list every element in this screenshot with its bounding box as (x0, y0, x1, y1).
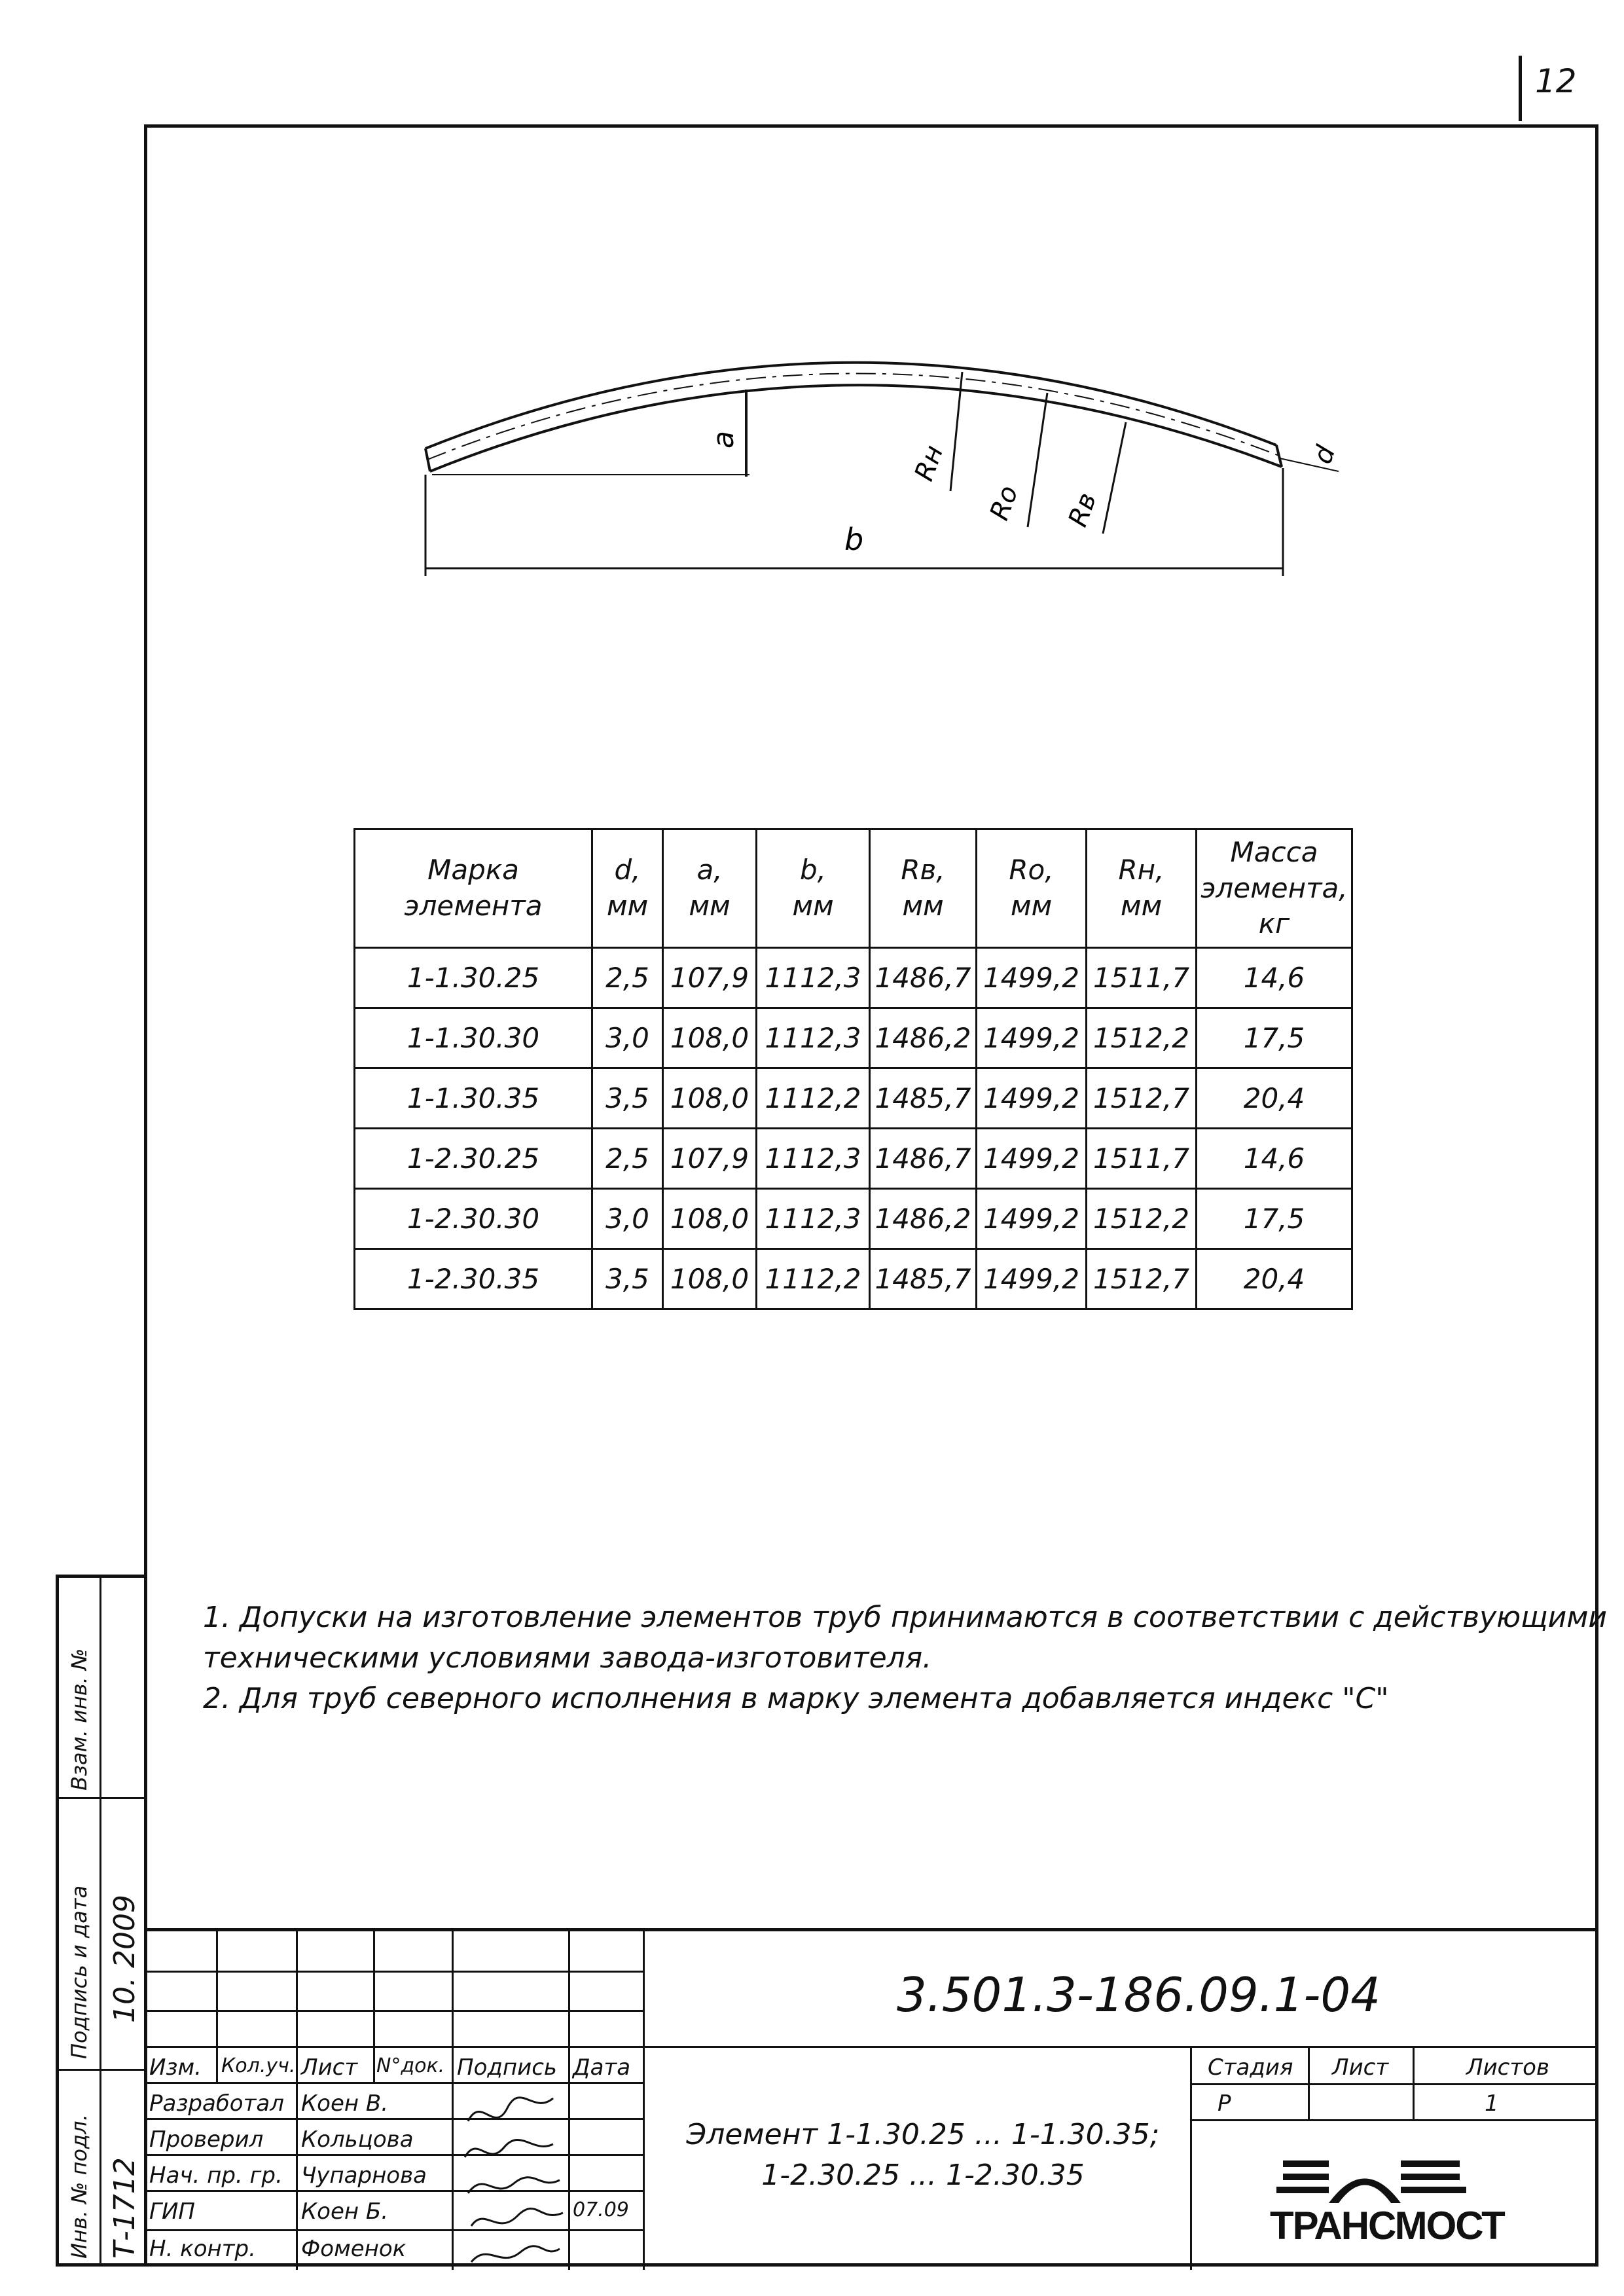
table-row (355, 948, 1352, 1008)
bridge-arch-icon (1257, 2141, 1538, 2213)
cell-mark: 1-2.30.30 (355, 1189, 592, 1249)
cell-d: 2,5 (592, 948, 663, 1008)
cell-b: 1112,3 (757, 1129, 870, 1189)
cell-d: 2,5 (592, 1129, 663, 1189)
cell-ro: 1499,2 (977, 1068, 1087, 1129)
notes (203, 1597, 1607, 1719)
podpis-data-value: 10. 2009 (108, 1895, 141, 2023)
sheets-value: 1 (1485, 2090, 1499, 2117)
cell-rh: 1511,7 (1087, 1129, 1197, 1189)
cell-d: 3,5 (592, 1249, 663, 1309)
sheet-number-divider (1519, 56, 1522, 121)
title-block (144, 1928, 1598, 2270)
cell-d: 3,0 (592, 1189, 663, 1249)
dim-b-label: b (844, 522, 864, 557)
cell-b: 1112,3 (757, 1189, 870, 1249)
cell-rv: 1485,7 (870, 1068, 977, 1129)
document-code: 3.501.3-186.09.1-04 (897, 1967, 1381, 2022)
pipe-element-drawing (393, 340, 1414, 602)
inner-arc (430, 385, 1282, 471)
col-header-kol-uch: Кол.уч. (221, 2054, 296, 2077)
sheet-number: 12 (1535, 62, 1577, 100)
cell-a: 108,0 (663, 1249, 757, 1309)
cell-mass: 14,6 (1197, 1129, 1352, 1189)
cell-rh: 1512,2 (1087, 1008, 1197, 1068)
role-n-kontr: Н. контр. (149, 2236, 256, 2262)
signatures (455, 2049, 566, 2269)
element-title: Элемент 1-1.30.25 ... 1-1.30.35; 1-2.30.25 ... 1-2.30.35 (686, 2118, 1160, 2192)
col-header-mass: Масса элемента, кг (1197, 829, 1352, 948)
outer-arc (425, 363, 1276, 448)
cell-a: 108,0 (663, 1008, 757, 1068)
element-parameters-table (353, 828, 1353, 1310)
dim-rv-label: Rв (1062, 488, 1103, 531)
dim-ro-label: Rо (984, 481, 1024, 524)
logo-text: ТРАНСМОСТ (1270, 2204, 1504, 2248)
col-header-ndok: N°док. (376, 2054, 445, 2077)
table-row (355, 1008, 1352, 1068)
name-proveril: Кольцова (301, 2126, 414, 2153)
cell-ro: 1499,2 (977, 948, 1087, 1008)
table-row (355, 1189, 1352, 1249)
col-header-izm: Изм. (149, 2054, 202, 2081)
cell-mass: 17,5 (1197, 1008, 1352, 1068)
cell-rh: 1511,7 (1087, 948, 1197, 1008)
col-header-rv: Rв, мм (870, 829, 977, 948)
sheet-label: Лист (1332, 2054, 1389, 2081)
date-gip: 07.09 (573, 2198, 629, 2221)
cell-b: 1112,2 (757, 1249, 870, 1309)
col-header-rh: Rн, мм (1087, 829, 1197, 948)
role-nach-pr-gr: Нач. пр. гр. (149, 2162, 283, 2189)
cell-rh: 1512,7 (1087, 1249, 1197, 1309)
cell-rv: 1486,2 (870, 1008, 977, 1068)
note-line: техническими условиями завода-изготовителя. (203, 1641, 932, 1675)
col-header-list: Лист (301, 2054, 358, 2081)
cell-rv: 1486,7 (870, 1129, 977, 1189)
cell-rh: 1512,2 (1087, 1189, 1197, 1249)
margin-strip (56, 1575, 147, 2267)
dim-d-label: d (1307, 441, 1342, 468)
name-razrabotal: Коен В. (301, 2090, 389, 2117)
cell-a: 108,0 (663, 1189, 757, 1249)
note-line: 2. Для труб северного исполнения в марку элемента добавляется индекс "С" (203, 1682, 1389, 1715)
dim-rh-label: Rн (909, 441, 950, 485)
cell-a: 107,9 (663, 1129, 757, 1189)
cell-rh: 1512,7 (1087, 1068, 1197, 1129)
cell-rv: 1485,7 (870, 1249, 977, 1309)
col-header-b: b, мм (757, 829, 870, 948)
cell-mark: 1-2.30.35 (355, 1249, 592, 1309)
stage-label: Стадия (1208, 2054, 1293, 2081)
cell-b: 1112,3 (757, 1008, 870, 1068)
table-header-row (355, 829, 1352, 948)
cell-mass: 14,6 (1197, 948, 1352, 1008)
cell-mark: 1-1.30.30 (355, 1008, 592, 1068)
cell-mass: 17,5 (1197, 1189, 1352, 1249)
cell-ro: 1499,2 (977, 1189, 1087, 1249)
dim-a-label: a (707, 431, 740, 448)
strip-divider (99, 1578, 101, 2263)
cell-mass: 20,4 (1197, 1068, 1352, 1129)
table-row (355, 1249, 1352, 1309)
cell-a: 108,0 (663, 1068, 757, 1129)
cell-rv: 1486,2 (870, 1189, 977, 1249)
podpis-data-label: Подпись и дата (67, 1885, 92, 2059)
col-header-podpis: Подпись (457, 2054, 557, 2081)
role-proveril: Проверил (149, 2126, 264, 2153)
col-header-mark: Марка элемента (355, 829, 592, 948)
cell-a: 107,9 (663, 948, 757, 1008)
cell-ro: 1499,2 (977, 1249, 1087, 1309)
name-nach-pr-gr: Чупарнова (301, 2162, 427, 2189)
inv-podl-label: Инв. № подл. (67, 2114, 92, 2259)
cell-mass: 20,4 (1197, 1249, 1352, 1309)
vzam-inv-label: Взам. инв. № (67, 1648, 92, 1791)
col-header-ro: Rо, мм (977, 829, 1087, 948)
cell-mark: 1-1.30.25 (355, 948, 592, 1008)
cell-mark: 1-1.30.35 (355, 1068, 592, 1129)
transmost-logo (1257, 2141, 1538, 2259)
col-header-data: Дата (573, 2054, 631, 2081)
cell-b: 1112,3 (757, 948, 870, 1008)
cell-mark: 1-2.30.25 (355, 1129, 592, 1189)
table-row (355, 1129, 1352, 1189)
cell-b: 1112,2 (757, 1068, 870, 1129)
table-row (355, 1068, 1352, 1129)
col-header-a: a, мм (663, 829, 757, 948)
cell-d: 3,0 (592, 1008, 663, 1068)
name-n-kontr: Фоменок (301, 2236, 406, 2262)
stage-value: Р (1218, 2090, 1231, 2117)
name-gip: Коен Б. (301, 2198, 389, 2225)
cell-d: 3,5 (592, 1068, 663, 1129)
cell-rv: 1486,7 (870, 948, 977, 1008)
note-line: 1. Допуски на изготовление элементов труб принимаются в соответствии с действующими (203, 1601, 1608, 1634)
role-gip: ГИП (149, 2198, 195, 2225)
cell-ro: 1499,2 (977, 1129, 1087, 1189)
sheets-label: Листов (1466, 2054, 1550, 2081)
cell-ro: 1499,2 (977, 1008, 1087, 1068)
col-header-d: d, мм (592, 829, 663, 948)
role-razrabotal: Разработал (149, 2090, 284, 2117)
inv-podl-value: Т-1712 (108, 2157, 141, 2259)
